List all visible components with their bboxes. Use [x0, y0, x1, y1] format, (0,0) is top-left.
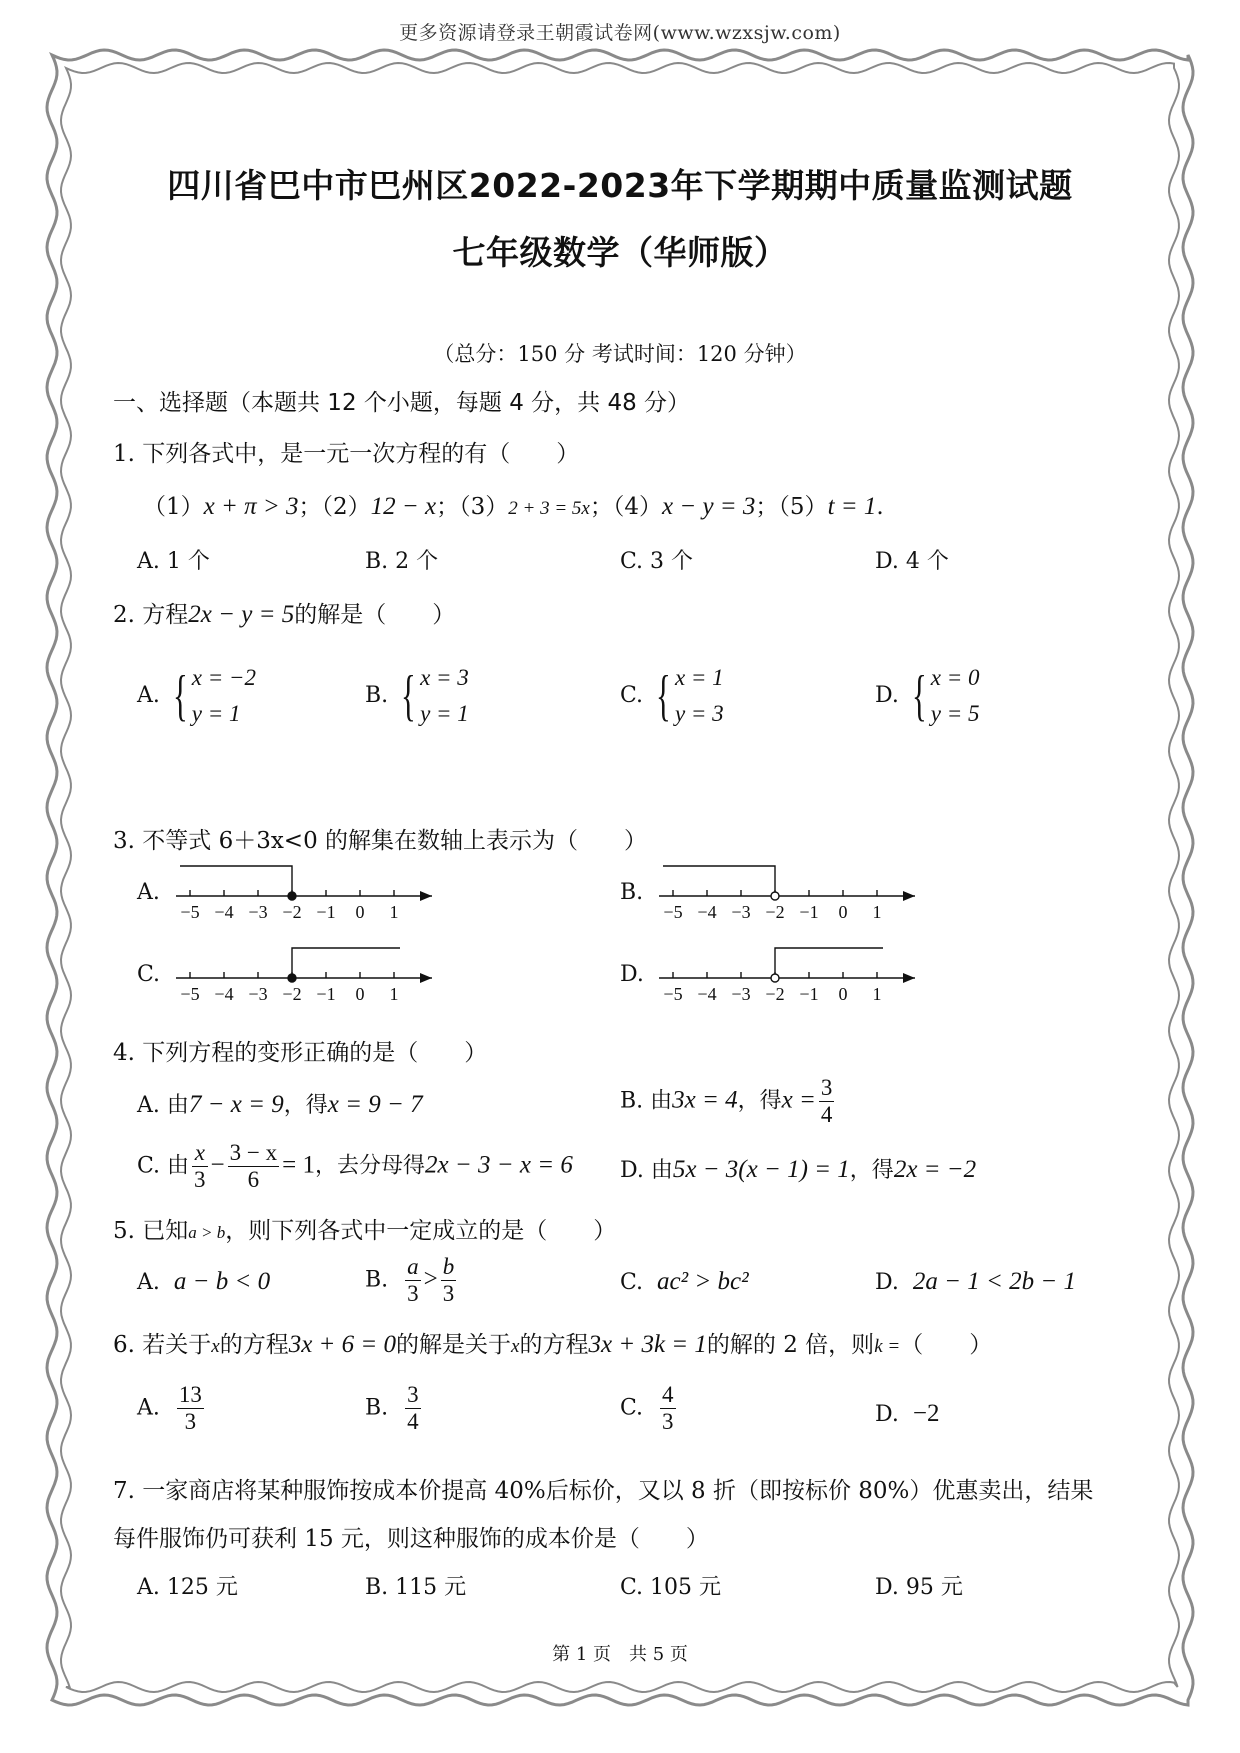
option-B[interactable]	[365, 1382, 424, 1435]
stem-text: 的解是关于	[396, 1332, 512, 1358]
equation-system: { x = −2 y = 1	[167, 660, 256, 732]
option-C[interactable]	[620, 660, 724, 732]
stem-text: 的解是（ ）	[294, 602, 456, 628]
tick-label: −2	[282, 984, 302, 1002]
option-label: B.	[365, 683, 389, 708]
tick-label: −4	[697, 984, 717, 1002]
tick-label: −2	[282, 902, 302, 920]
option-label: B.	[365, 1395, 389, 1421]
option-D-label[interactable]: D.	[620, 962, 644, 987]
option-C-label[interactable]: C.	[137, 962, 161, 987]
fraction	[441, 1254, 457, 1307]
tick-label: 1	[872, 984, 882, 1002]
opt-expr: >	[423, 1265, 438, 1293]
solution-bracket	[180, 866, 292, 896]
axis-arrow	[903, 973, 915, 983]
equation-row: y = 1	[420, 701, 469, 726]
stem-text: 的方程	[519, 1332, 589, 1358]
equation-system: { x = 3 y = 1	[395, 660, 469, 732]
equation-row: x = 0	[930, 665, 980, 690]
opt-expr: 7 − x = 9	[188, 1091, 284, 1118]
item-expr: 12 − x	[370, 493, 437, 520]
tick-label: −2	[765, 984, 785, 1002]
stem-expr: x	[211, 1336, 220, 1357]
option-label: D.	[875, 1270, 899, 1295]
denominator: 3	[194, 1167, 206, 1192]
item-expr: x + π > 3	[203, 493, 299, 520]
section-heading: 一、选择题（本题共 12 个小题，每题 4 分，共 48 分）	[113, 390, 691, 416]
option-D[interactable]	[875, 1268, 1076, 1296]
option-B[interactable]: B. 2 个	[365, 549, 439, 574]
option-label: D.	[875, 683, 899, 708]
exam-subtitle: 七年级数学（华师版）	[452, 233, 788, 272]
axis-arrow	[903, 891, 915, 901]
tick-label: −5	[180, 902, 200, 920]
option-A[interactable]	[137, 1268, 270, 1296]
question-2-stem	[113, 596, 455, 629]
option-B[interactable]	[365, 1254, 459, 1307]
denominator: 6	[247, 1167, 260, 1192]
opt-expr: 3x = 4	[672, 1086, 738, 1114]
option-A[interactable]	[137, 1382, 207, 1435]
tick-label: 1	[389, 984, 399, 1002]
tick-label: 0	[838, 902, 848, 920]
numerator: x	[192, 1140, 208, 1167]
equation-row: x = 1	[674, 665, 724, 690]
option-label: A.	[137, 1270, 160, 1295]
equation-row: y = 1	[191, 701, 241, 726]
item-expr: x − y = 3	[661, 493, 756, 520]
question-7-stem-line2: 每件服饰仍可获利 15 元，则这种服饰的成本价是（ ）	[113, 1526, 709, 1552]
exam-meta: （总分：150 分 考试时间：120 分钟）	[433, 342, 807, 366]
opt-text: ，得	[283, 1093, 328, 1118]
fraction	[819, 1075, 835, 1128]
stem-text: 的解的 2 倍，则	[706, 1332, 875, 1358]
opt-expr: −2	[912, 1400, 940, 1427]
number-line-C[interactable]	[170, 940, 450, 1002]
stem-text: （ ）	[900, 1332, 993, 1358]
exam-title: 四川省巴中市巴州区2022-2023年下学期期中质量监测试题	[167, 166, 1073, 205]
option-C[interactable]	[137, 1140, 573, 1193]
question-4-stem: 4. 下列方程的变形正确的是（ ）	[113, 1040, 488, 1066]
fraction	[228, 1140, 279, 1193]
equation-row: x = 3	[420, 665, 469, 690]
equation-system: { x = 1 y = 3	[650, 660, 724, 732]
option-D[interactable]	[875, 660, 979, 732]
equation-row: y = 3	[674, 701, 724, 726]
opt-expr: x =	[781, 1086, 816, 1114]
denominator: 3	[407, 1281, 419, 1306]
tick-label: −1	[799, 984, 819, 1002]
numerator: 4	[662, 1382, 674, 1407]
numerator: a	[407, 1254, 419, 1279]
option-label: D.	[875, 1402, 899, 1427]
numerator: b	[442, 1254, 455, 1279]
page-footer: 第 1 页 共 5 页	[552, 1644, 688, 1665]
opt-text: ，去分母得	[315, 1153, 426, 1179]
solution-bracket	[292, 948, 400, 978]
stem-expr: k =	[874, 1336, 901, 1357]
numerator: 3	[407, 1382, 419, 1407]
tick-label: −1	[316, 984, 336, 1002]
opt-text: B. 由	[620, 1088, 673, 1114]
option-B[interactable]	[365, 660, 469, 732]
item-label: ；（2）	[298, 494, 371, 520]
tick-label: −2	[765, 902, 785, 920]
number-line-A[interactable]	[170, 858, 450, 920]
fraction	[660, 1382, 676, 1435]
tick-label: 0	[355, 984, 365, 1002]
numerator: 3	[820, 1075, 833, 1100]
opt-text: D. 由	[620, 1158, 673, 1183]
axis-arrow	[420, 891, 432, 901]
opt-expr: 2x − 3 − x = 6	[425, 1151, 573, 1179]
opt-expr: a − b < 0	[173, 1268, 271, 1295]
option-A[interactable]	[137, 660, 256, 732]
option-C[interactable]	[620, 1382, 679, 1435]
option-C[interactable]: C. 3 个	[620, 549, 694, 574]
stem-expr: 3x + 3k = 1	[588, 1331, 707, 1358]
opt-expr: = 1	[282, 1151, 315, 1179]
option-D[interactable]: D. 95 元	[875, 1575, 963, 1600]
fraction	[192, 1140, 208, 1193]
axis-arrow	[420, 973, 432, 983]
number-line-D[interactable]	[653, 940, 933, 1002]
stem-expr: 2x − y = 5	[188, 601, 295, 628]
opt-expr: x = 9 − 7	[327, 1091, 423, 1118]
question-7-stem-line1: 7. 一家商店将某种服饰按成本价提高 40%后标价，又以 8 折（即按标价 80%）优惠卖出，结果	[113, 1478, 1094, 1504]
fraction	[405, 1382, 421, 1435]
fraction	[405, 1254, 421, 1307]
item-label: （1）	[143, 494, 204, 520]
option-label: A.	[137, 683, 160, 708]
item-label: ；（5）	[755, 494, 828, 520]
denominator: 3	[442, 1281, 455, 1306]
number-line-B[interactable]	[653, 858, 933, 920]
stem-text: ，则下列各式中一定成立的是（ ）	[225, 1218, 617, 1244]
solution-bracket	[775, 948, 883, 978]
opt-text: ，得	[737, 1088, 782, 1114]
opt-expr: −	[210, 1151, 225, 1179]
tick-label: −4	[214, 902, 234, 920]
tick-label: −4	[214, 984, 234, 1002]
stem-expr: 3x + 6 = 0	[288, 1331, 397, 1358]
equation-row: x = −2	[191, 665, 257, 690]
question-3-stem: 3. 不等式 6＋3x<0 的解集在数轴上表示为（ ）	[113, 828, 648, 854]
option-label: B.	[365, 1267, 389, 1293]
option-D[interactable]: D. 4 个	[875, 549, 949, 574]
exam-page	[105, 60, 1135, 1680]
option-C[interactable]: C. 105 元	[620, 1575, 722, 1600]
stem-text: 5. 已知	[113, 1218, 189, 1244]
option-C[interactable]	[620, 1268, 749, 1296]
denominator: 3	[184, 1409, 197, 1434]
option-B[interactable]	[620, 1075, 837, 1128]
denominator: 3	[662, 1409, 674, 1434]
option-A[interactable]: A. 125 元	[137, 1575, 238, 1600]
open-point	[771, 974, 779, 982]
stem-expr: a > b	[188, 1223, 226, 1242]
tick-label: −5	[663, 984, 683, 1002]
watermark: 更多资源请登录王朝霞试卷网(www.wzxsjw.com)	[399, 22, 841, 44]
option-A-label[interactable]: A.	[137, 880, 160, 905]
opt-text: A. 由	[137, 1093, 189, 1118]
item-end: .	[876, 494, 884, 520]
tick-label: −4	[697, 902, 717, 920]
question-6-stem	[113, 1326, 992, 1359]
option-B-label[interactable]: B.	[620, 880, 644, 905]
numerator: 3 − x	[229, 1140, 278, 1165]
tick-label: 0	[355, 902, 365, 920]
item-expr: t = 1	[827, 493, 877, 520]
opt-text: ，得	[849, 1158, 894, 1183]
opt-expr: 2x = −2	[893, 1156, 977, 1183]
tick-label: −1	[316, 902, 336, 920]
option-label: C.	[620, 1270, 644, 1295]
tick-label: −5	[663, 902, 683, 920]
question-1-stem: 1. 下列各式中，是一元一次方程的有（ ）	[113, 441, 580, 467]
tick-label: 1	[872, 902, 882, 920]
opt-expr: 2a − 1 < 2b − 1	[912, 1268, 1076, 1295]
closed-point	[288, 892, 296, 900]
item-label: ；（4）	[589, 494, 662, 520]
fraction	[177, 1382, 204, 1435]
option-label: C.	[620, 1395, 644, 1421]
tick-label: 1	[389, 902, 399, 920]
question-5-stem	[113, 1212, 616, 1245]
item-expr: 2 + 3 = 5x	[508, 498, 590, 519]
equation-row: y = 5	[930, 701, 980, 726]
denominator: 4	[407, 1409, 419, 1434]
item-label: ；（3）	[436, 494, 509, 520]
opt-text: C. 由	[137, 1153, 190, 1179]
tick-label: −1	[799, 902, 819, 920]
option-label: C.	[620, 683, 644, 708]
option-A[interactable]: A. 1 个	[137, 549, 210, 574]
tick-label: −3	[731, 984, 751, 1002]
solution-bracket	[663, 866, 775, 896]
numerator: 13	[178, 1382, 202, 1407]
closed-point	[288, 974, 296, 982]
tick-label: −3	[248, 902, 268, 920]
stem-text: 6. 若关于	[113, 1332, 212, 1358]
option-D[interactable]	[620, 1153, 976, 1184]
equation-system: { x = 0 y = 5	[906, 660, 980, 732]
opt-expr: 5x − 3(x − 1) = 1	[672, 1156, 850, 1183]
tick-label: −5	[180, 984, 200, 1002]
tick-label: 0	[838, 984, 848, 1002]
stem-text: 的方程	[219, 1332, 289, 1358]
stem-expr: x	[511, 1336, 520, 1357]
option-D[interactable]	[875, 1400, 939, 1428]
option-B[interactable]: B. 115 元	[365, 1575, 467, 1600]
opt-expr: ac² > bc²	[657, 1268, 749, 1295]
option-A[interactable]	[137, 1088, 423, 1119]
tick-label: −3	[248, 984, 268, 1002]
tick-label: −3	[731, 902, 751, 920]
stem-text: 2. 方程	[113, 602, 189, 628]
denominator: 4	[820, 1102, 833, 1127]
question-1-items	[143, 488, 884, 521]
open-point	[771, 892, 779, 900]
option-label: A.	[137, 1395, 160, 1421]
